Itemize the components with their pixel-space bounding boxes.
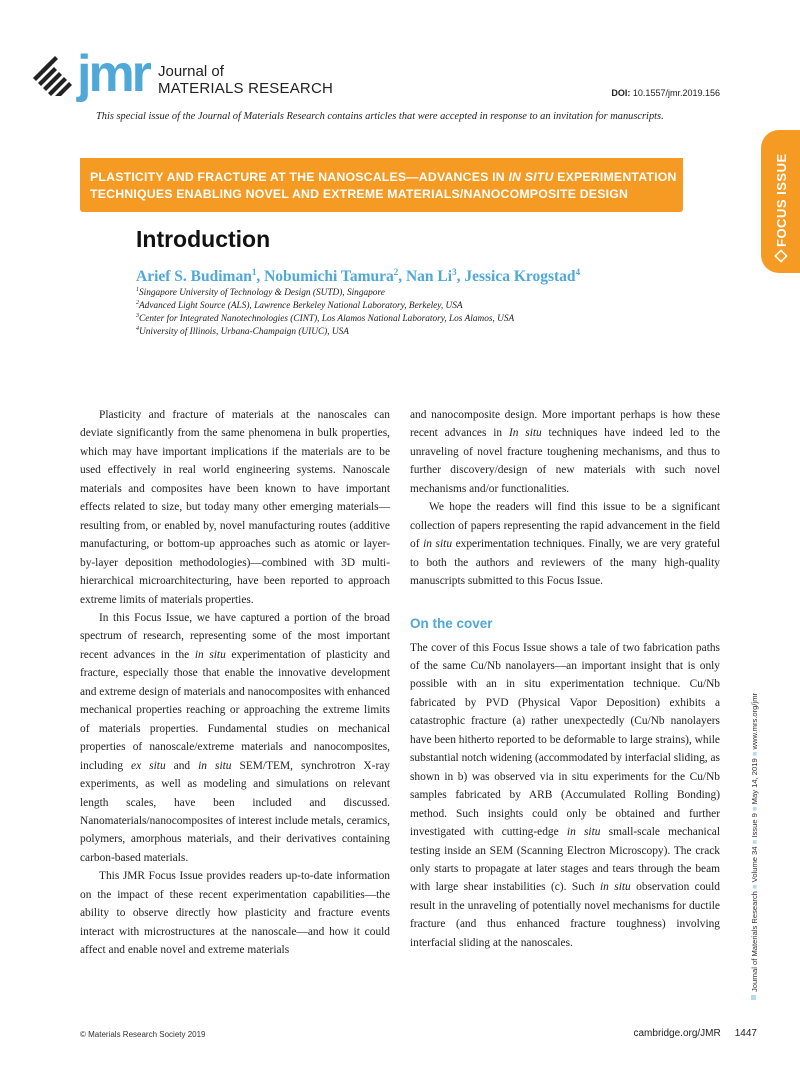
strip-square-icon [751, 995, 756, 1000]
affiliation-sup: 2 [136, 300, 139, 306]
body-column-left [80, 406, 390, 960]
paragraph: This JMR Focus Issue provides readers up-to-date information on the impact of these recent experimentation capabilities—the ability to observe directly how plasticity and fracture events interact with microstructures at the nanoscale—and how it could affect and enable novel and extreme materials [80, 870, 390, 957]
footer-site-link[interactable]: cambridge.org/JMR [633, 1028, 721, 1039]
italic-run: In situ [508, 427, 542, 440]
banner-title [90, 169, 680, 203]
article-title: Introduction [136, 226, 271, 252]
strip-text: www.mrs.org/jmr [750, 692, 759, 750]
italic-run: in situ [198, 759, 232, 772]
text-run: SEM/TEM, synchrotron X-ray experiments, as well as modeling and simulations on relevant length scales, have been included and discussed. Nanomaterials/nanocomposites of interest include metals, ceramics, polymers, amorphous materials, and their derivatives containing carbon-based materials. [80, 759, 390, 864]
text-run: The cover of this Focus Issue shows a tale of two fabrication paths of the same Cu/Nb nanolayers—an important insight that is only possible with an in situ experimentation technique. Cu/Nb fabricated by PVD (Physical Vapor Deposition) exhibits a catastrophic fracture (a) rather unexpectedly (Cu/Nb nanolayers have been hitherto reported to be deformable to large strains), while substantial notch widening (accommodated by interfacial sliding, as shown in b) was observed via in situ experiments for the Cu/Nb samples fabricated by ARB (Accumulated Rolling Bonding) method. Such insights could only be obtained and further investigated with cutting-edge [410, 641, 720, 839]
copyright: © Materials Research Society 2019 [80, 1030, 206, 1039]
paragraph [80, 609, 390, 867]
doi-label: DOI: [611, 88, 631, 98]
journal-info-strip [744, 670, 764, 1000]
italic-run: in situ [423, 538, 453, 551]
text-run: In this Focus Issue, we have captured a portion of the broad spectrum of research, representing some of the most important recent advances in the [80, 611, 390, 661]
page-number: 1447 [734, 1028, 757, 1039]
paragraph [410, 406, 720, 498]
strip-separator-icon: ■ [750, 749, 759, 759]
text-run: and nanocomposite design. More important perhaps is how these recent advances in [410, 409, 720, 440]
paragraph [410, 639, 720, 953]
text-run: small-scale mechanical testing inside an SEM (Scanning Electron Microscopy). The crack only starts to propagate at later stages and tears through the beam with large shear instabilities (c). Such [410, 826, 720, 894]
author-sup: 2 [393, 267, 399, 277]
affiliation [136, 323, 696, 338]
strip-separator-icon: ■ [750, 882, 759, 892]
text-run: techniques have indeed led to the unraveling of novel fracture toughening mechanisms, and thus to further discovery/design of new materials with such novel mechanisms and/or functionalities. [410, 427, 720, 495]
affiliation-sup: 4 [136, 326, 139, 332]
focus-diamond-icon [775, 250, 786, 261]
italic-run: in situ [194, 648, 226, 661]
italic-run: ex situ [131, 759, 166, 772]
svg-text:Journal of Materials Research [750, 692, 759, 992]
banner-line1-b: EXPERIMENTATION [553, 170, 677, 184]
banner-line1-italic: IN SITU [508, 170, 554, 184]
banner-line1-a: PLASTICITY AND FRACTURE AT THE NANOSCALES—ADVANCES IN [90, 170, 509, 184]
affiliation-text: Singapore University of Technology & Design (SUTD), Singapore [139, 288, 385, 299]
journal-logo-stripes-icon [33, 56, 79, 96]
text-run: experimentation techniques. Finally, we are very grateful to both the authors and reviewers of the many high-quality manuscripts submitted to this Focus Issue. [410, 538, 720, 588]
author-sup: 1 [251, 267, 257, 277]
paragraph: Plasticity and fracture of materials at the nanoscales can deviate significantly from the same phenomena in bulk properties, which may have important implications if the materials are to be used effectively in real world engineering systems. Nanoscale materials and composites have been known to have important effects related to size, but today many other emerging materials—resulting from, or enabled by, novel manufacturing routes (additive manufacturing, or bottom-up approaches such as atomic or layer-by-layer deposition methodologies)—combined with 3D multi-hierarchical microarchitecturing, have been reported to approach extreme limits of materials properties. [80, 409, 390, 606]
journal-logo: jmr [77, 45, 149, 103]
svg-text:FOCUS ISSUE: FOCUS ISSUE [774, 153, 789, 247]
journal-name-line2: MATERIALS RESEARCH [158, 80, 334, 97]
affiliation-text: University of Illinois, Urbana-Champaign (UIUC), USA [139, 327, 349, 338]
affiliation-text: Center for Integrated Nanotechnologies (CINT), Los Alamos National Laboratory, Los Alamos, USA [139, 314, 515, 325]
strip-text: Journal of Materials Research [750, 891, 759, 992]
author-name[interactable]: Nobumichi Tamura [264, 268, 394, 286]
text-run: experimentation of plasticity and fracture, especially those that enable the innovative development and extreme design of materials and nanocomposites with enhanced mechanical properties reaching or approaching the extreme limits of materials properties. Fundamental studies on mechanical properties of nanoscale/extreme materials and nanocomposites, including [80, 648, 390, 772]
paragraph [410, 498, 720, 590]
strip-separator-icon: ■ [750, 804, 759, 814]
affiliation-sup: 1 [136, 287, 139, 293]
doi [560, 88, 720, 98]
text-run: We hope the readers will find this issue to be a significant collection of papers representing the rapid advancement in the field of [410, 501, 720, 551]
journal-name-line1: Journal of [158, 63, 224, 80]
author-name[interactable]: Jessica Krogstad [464, 268, 576, 286]
strip-text: Issue 9 [750, 813, 759, 838]
text-run: and [165, 759, 199, 772]
section-heading: On the cover [410, 615, 493, 631]
strip-text: May 14, 2019 [750, 758, 759, 805]
special-issue-note: This special issue of the Journal of Materials Research contains articles that were accepted in response to an invitation for manuscripts. [96, 111, 664, 122]
author-sup: 3 [452, 267, 457, 277]
author-name[interactable]: Nan Li [405, 268, 453, 286]
strip-text: Volume 34 [750, 846, 759, 883]
affiliation-text: Advanced Light Source (ALS), Lawrence Berkeley National Laboratory, Berkeley, USA [139, 301, 463, 312]
focus-issue-tab-label [766, 135, 796, 265]
text-run: observation could result in the unraveling of potentially novel mechanisms for ductile fracture (and thus enhanced fracture toughness) involving interfacial sliding at the nanoscales. [410, 881, 720, 949]
doi-value[interactable]: 10.1557/jmr.2019.156 [632, 88, 720, 98]
footer-right [600, 1028, 757, 1039]
author-list: Arief S. Budiman$^1$, Nobumichi Tamura$^2$, Nan Li$^3$, Jessica Krogstad$^4$ [136, 267, 581, 286]
banner-line2: TECHNIQUES ENABLING NOVEL AND EXTREME MATERIALS/NANOCOMPOSITE DESIGN [90, 187, 629, 201]
affiliation-sup: 3 [136, 313, 139, 319]
italic-run: in situ [566, 826, 601, 839]
author-sup: 4 [575, 267, 581, 277]
body-column-right [410, 406, 720, 952]
author-name[interactable]: Arief S. Budiman [136, 268, 252, 286]
strip-separator-icon: ■ [750, 837, 759, 847]
italic-run: in situ [600, 881, 631, 894]
